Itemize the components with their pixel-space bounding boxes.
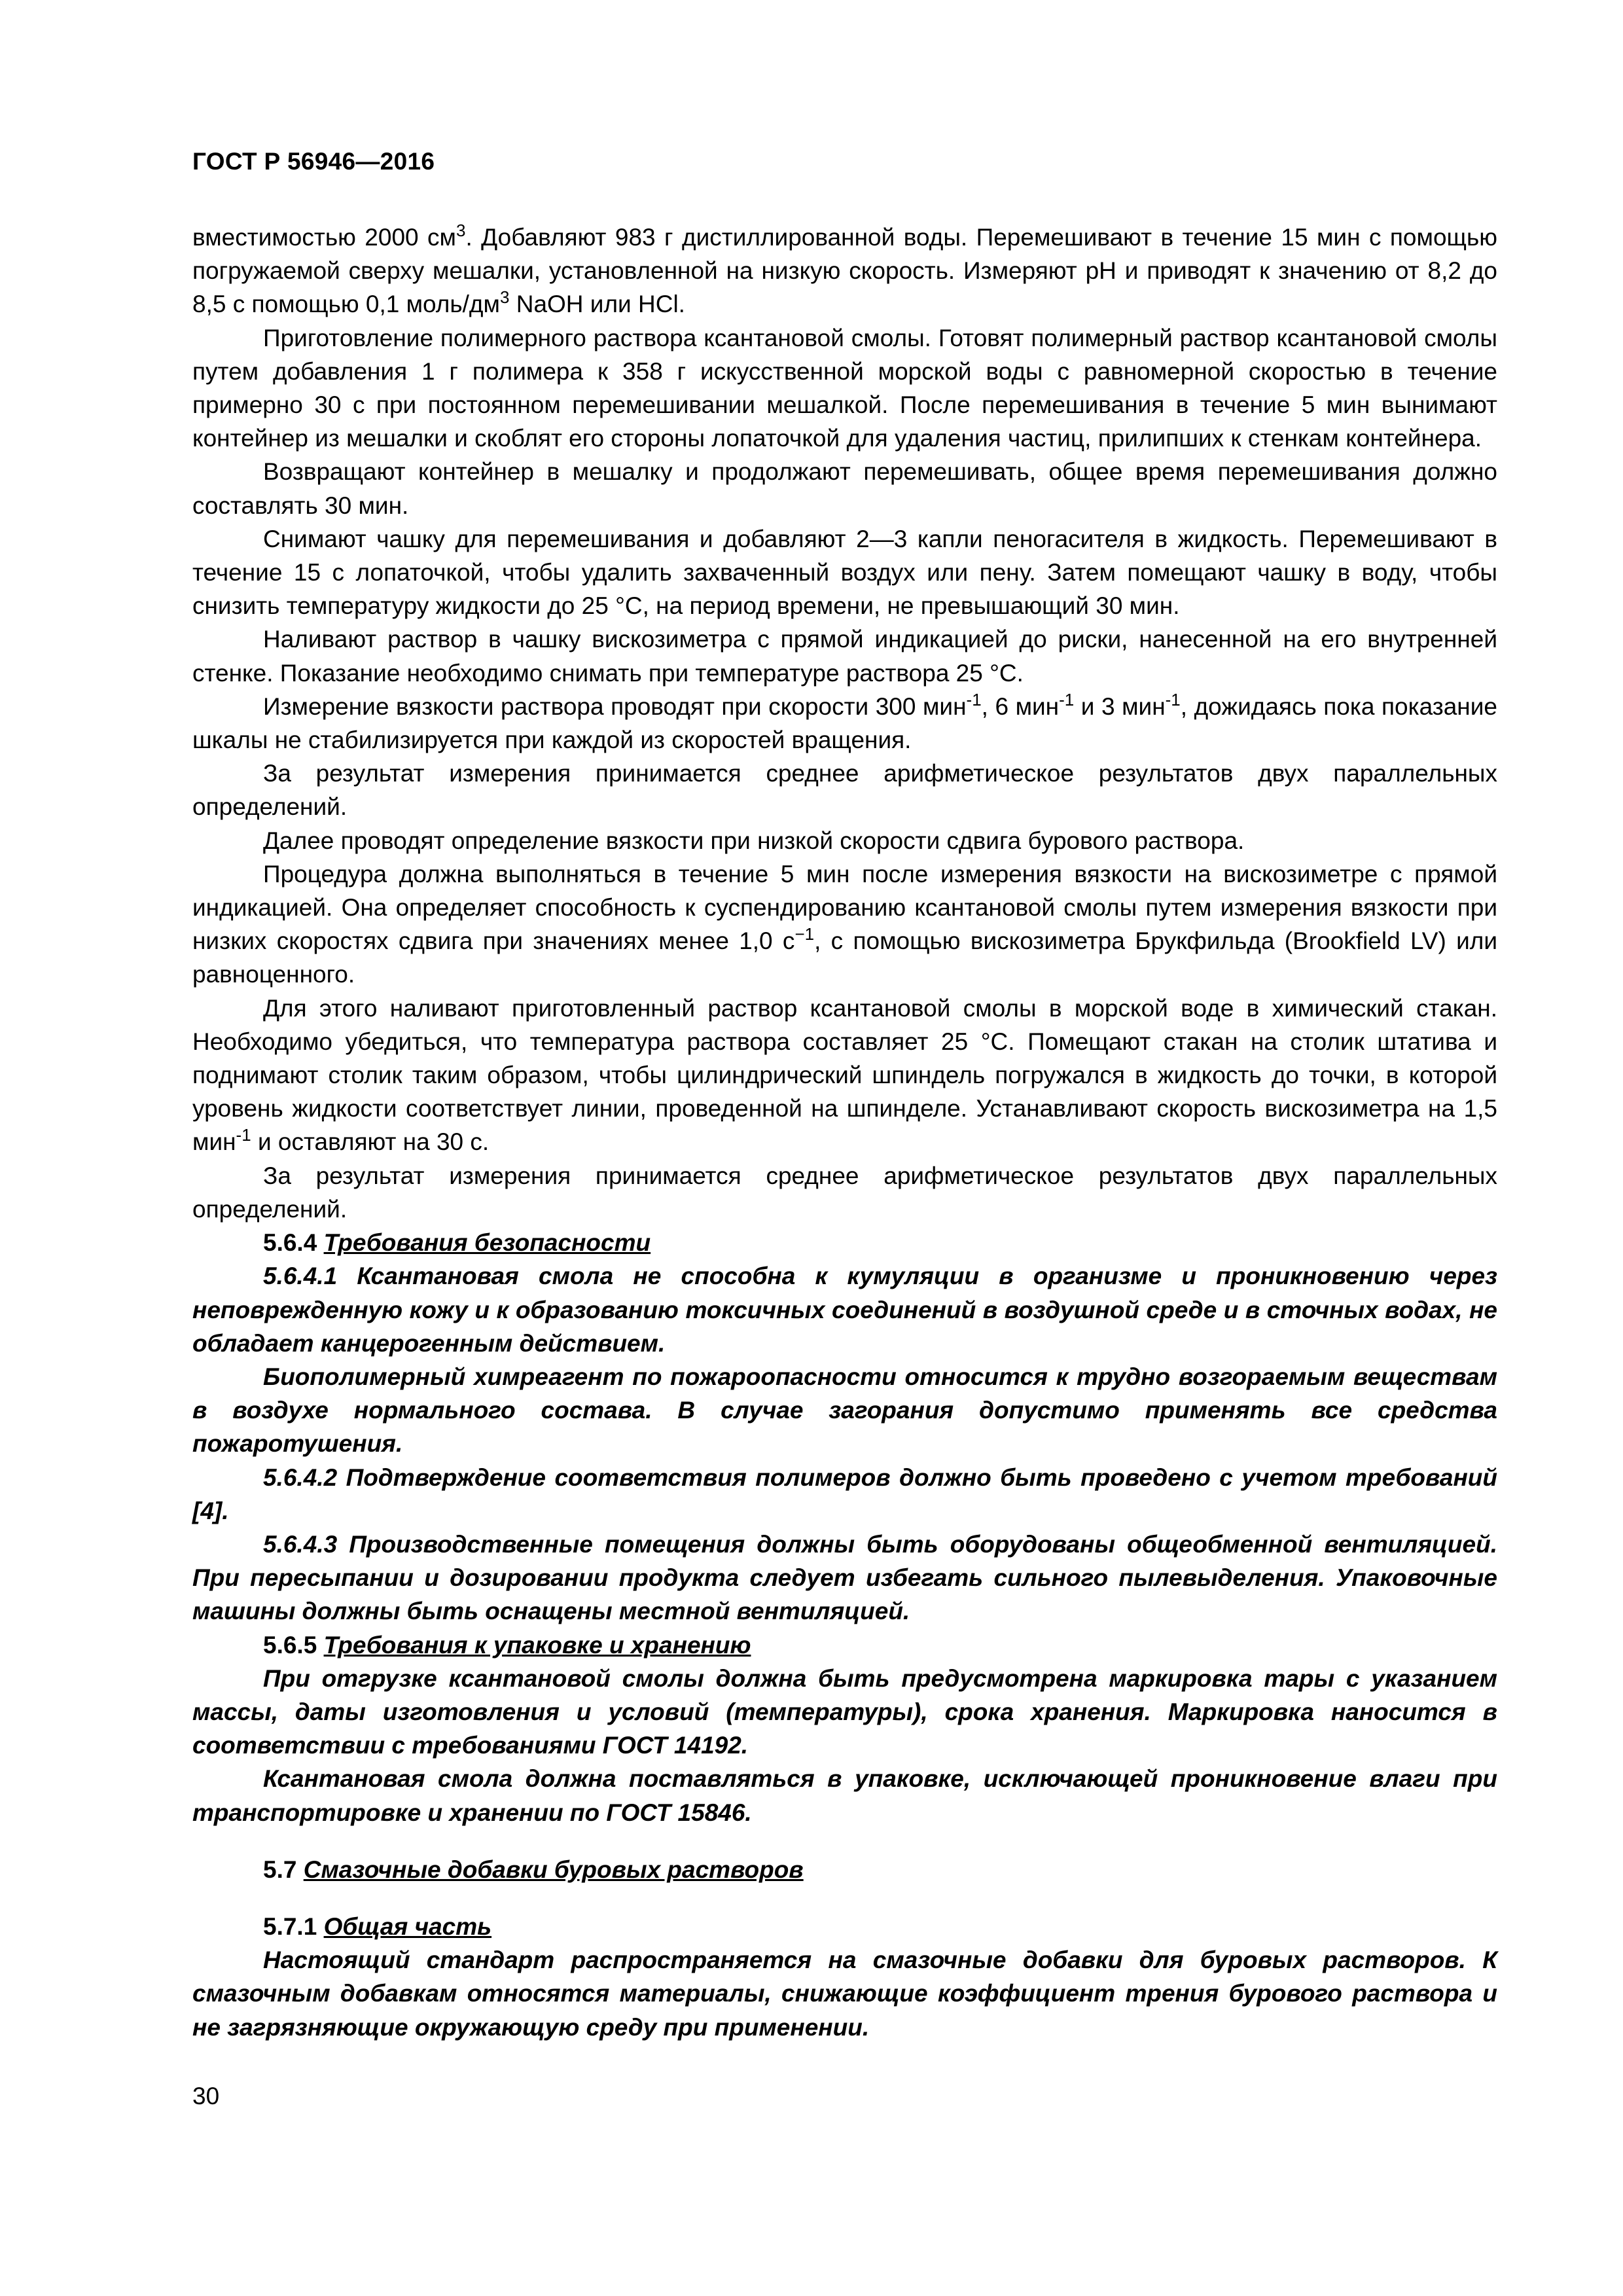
section-heading-5-7-1 — [192, 1910, 1497, 1943]
section-number: 5.6.4 — [263, 1229, 324, 1257]
paragraph — [192, 690, 1497, 757]
section-heading-5-6-5 — [192, 1628, 1497, 1662]
section-heading-5-6-4 — [192, 1226, 1497, 1259]
paragraph-text: , дожидаясь пока показание шкалы не стабилизируется при каждой из скоростей вращения. — [192, 692, 1497, 754]
paragraph: Приготовление полимерного раствора ксантановой смолы. Готовят полимерный раствор ксантановой смолы путем добавления 1 г полимера к 358 г искусственной морской воды с равномерной скоростью в течение примерно 30 с при постоянном перемешивании мешалкой. После перемешивания в течение 5 мин вынимают контейнер из мешалки и скоблят его стороны лопаточкой для удаления частиц, прилипших к стенкам контейнера. — [192, 324, 1497, 452]
superscript: -1 — [966, 689, 982, 709]
superscript: −1 — [794, 924, 815, 944]
paragraph: За результат измерения принимается среднее арифметическое результатов двух параллельных определений. — [192, 760, 1497, 821]
paragraph: Далее проводят определение вязкости при низкой скорости сдвига бурового раствора. — [263, 827, 1245, 854]
section-title: Требования к упаковке и хранению — [323, 1631, 751, 1659]
superscript: -1 — [1059, 689, 1075, 709]
superscript: 3 — [455, 221, 466, 240]
paragraph-text: и 3 мин — [1074, 692, 1166, 720]
paragraph-text: . Добавляют 983 г дистиллированной воды. Перемешивают в течение 15 мин с помощью погружаемой сверху мешалки, установленной на низкую скорость. Измеряют pH и приводят к значению от 8,2 до 8,5 с помощью 0,1 моль/дм — [192, 224, 1497, 318]
document-header: ГОСТ Р 56946—2016 — [192, 148, 435, 175]
bold-paragraph: При отгрузке ксантановой смолы должна быть предусмотрена маркировка тары с указанием массы, даты изготовления и условий (температуры), срока хранения. Маркировка наносится в соответствии с требованиями ГОСТ 14192. — [192, 1664, 1497, 1759]
section-title: Требования безопасности — [323, 1229, 651, 1257]
document-body — [192, 221, 1497, 2044]
paragraph: Снимают чашку для перемешивания и добавляют 2—3 капли пеногасителя в жидкость. Перемешивают в течение 15 с лопаточкой, чтобы удалить захваченный воздух или пену. Затем помещают чашку в воду, чтобы снизить температуру жидкости до 25 °С, на период времени, не превышающий 30 мин. — [192, 525, 1497, 620]
paragraph: Наливают раствор в чашку вискозиметра с прямой индикацией до риски, нанесенной на его внутренней стенке. Показание необходимо снимать при температуре раствора 25 °С. — [192, 626, 1497, 687]
superscript: -1 — [236, 1125, 251, 1145]
paragraph-text: , 6 мин — [981, 692, 1060, 720]
paragraph-text: и оставляют на 30 с. — [251, 1128, 490, 1156]
superscript: 3 — [499, 287, 510, 308]
section-number: 5.7.1 — [263, 1912, 324, 1940]
bold-paragraph: 5.6.4.3 Производственные помещения должны быть оборудованы общеобменной вентиляцией. При пересыпании и дозировании продукта следует избегать сильного пылевыделения. Упаковочные машины должны быть оснащены местной вентиляцией. — [192, 1530, 1497, 1625]
bold-paragraph: Биополимерный химреагент по пожароопасности относится к трудно возгораемым веществам в воздухе нормального состава. В случае загорания допустимо применять все средства пожаротушения. — [192, 1363, 1497, 1458]
paragraph-text: Процедура должна выполняться в течение 5 мин после измерения вязкости на вискозиметре с прямой индикацией. Она определяет способность к суспендированию ксантановой смолы путем измерения вязкости при низких скоростях сдвига при значениях менее 1,0 с — [192, 860, 1497, 955]
paragraph-text: Для этого наливают приготовленный раствор ксантановой смолы в морской воде в химический стакан. Необходимо убедиться, что температура раствора составляет 25 °С. Помещают стакан на столик штатива и поднимают столик таким образом, чтобы цилиндрический шпиндель погружался в жидкость до точки, в которой уровень жидкости соответствует линии, проведенной на шпинделе. Устанавливают скорость вискозиметра на 1,5 мин — [192, 994, 1497, 1156]
bold-paragraph: Ксантановая смола должна поставляться в упаковке, исключающей проникновение влаги при транспортировке и хранении по ГОСТ 15846. — [192, 1765, 1497, 1826]
paragraph: За результат измерения принимается среднее арифметическое результатов двух параллельных определений. — [192, 1162, 1497, 1223]
section-heading-5-7 — [192, 1853, 1497, 1886]
section-title: Смазочные добавки буровых растворов — [303, 1856, 804, 1883]
paragraph-text: Измерение вязкости раствора проводят при скорости 300 мин — [263, 692, 967, 720]
superscript: -1 — [1165, 689, 1181, 709]
bold-paragraph: 5.6.4.1 Ксантановая смола не способна к кумуляции в организме и проникновению через неповрежденную кожу и к образованию токсичных соединений в воздушной среде и в сточных водах, не обладает канцерогенным действием. — [192, 1263, 1497, 1357]
paragraph-text: NaOH или HCl. — [509, 291, 685, 318]
paragraph — [192, 857, 1497, 992]
paragraph-text: , с помощью вискозиметра Брукфильда (Brookfield LV) или равноценного. — [192, 927, 1498, 988]
page-number: 30 — [192, 2083, 220, 2109]
section-number: 5.6.5 — [263, 1631, 324, 1659]
section-gap — [192, 1886, 1497, 1910]
paragraph — [192, 221, 1497, 321]
paragraph: Возвращают контейнер в мешалку и продолжают перемешивать, общее время перемешивания должно составлять 30 мин. — [192, 458, 1497, 519]
section-title: Общая часть — [323, 1912, 492, 1940]
paragraph-text: вместимостью 2000 см — [192, 224, 456, 251]
bold-paragraph: 5.6.4.2 Подтверждение соответствия полимеров должно быть проведено с учетом требований [4]. — [192, 1463, 1497, 1524]
section-number: 5.7 — [263, 1856, 304, 1883]
paragraph — [192, 992, 1497, 1159]
section-gap — [192, 1829, 1497, 1853]
bold-paragraph: Настоящий стандарт распространяется на смазочные добавки для буровых растворов. К смазочным добавкам относятся материалы, снижающие коэффициент трения бурового раствора и не загрязняющие окружающую среду при применении. — [192, 1946, 1497, 2041]
